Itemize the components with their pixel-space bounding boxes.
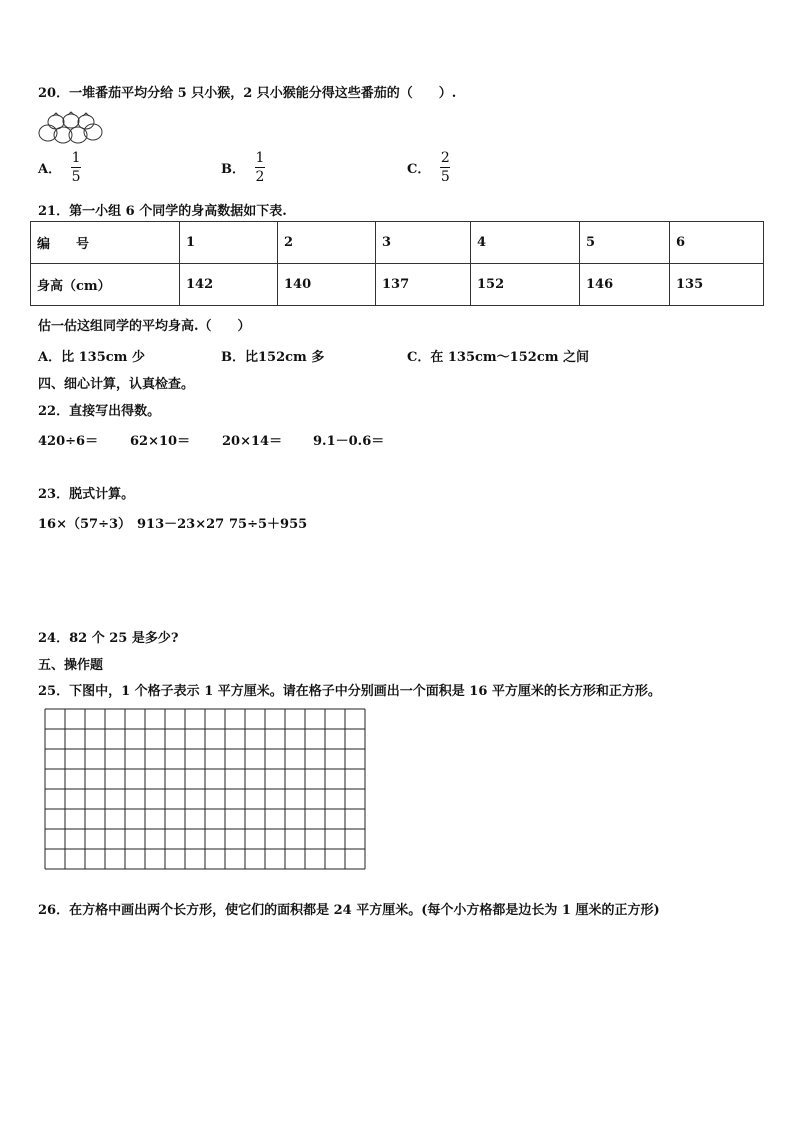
calc-item: 9.1－0.6＝: [313, 434, 385, 449]
q21-option-a[interactable]: A．比 135cm 少: [38, 350, 145, 365]
question-24: 24．82 个 25 是多少?: [38, 631, 179, 646]
question-25: 25．下图中，1 个格子表示 1 平方厘米。请在格子中分别画出一个面积是 16 平方厘米的长方形和正方形。: [38, 684, 661, 699]
fraction: $\frac{2}{5}$: [440, 150, 450, 185]
drawing-grid[interactable]: [44, 708, 370, 870]
calc-item: 913－23×27: [137, 517, 225, 532]
question-23: 23．脱式计算。: [38, 487, 135, 502]
question-21-prompt: 估一估这组同学的平均身高.（ ）: [38, 319, 251, 334]
fraction: $\frac{1}{5}$: [71, 150, 81, 185]
table-row: 身高（cm） 142 140 137 152 146 135: [31, 264, 764, 306]
height-table: [30, 221, 764, 306]
calc-item: 16×（57÷3）: [38, 517, 132, 532]
question-22: 22．直接写出得数。: [38, 404, 161, 419]
q21-option-c[interactable]: C．在 135cm～152cm 之间: [407, 350, 590, 365]
calc-item: 420÷6＝: [38, 434, 99, 449]
calc-item: 20×14＝: [222, 434, 283, 449]
q20-option-b[interactable]: B． $\frac{1}{2}$: [221, 150, 265, 185]
section-heading: 四、细心计算，认真检查。: [38, 377, 195, 392]
fraction: $\frac{1}{2}$: [255, 150, 265, 185]
question-21: 21．第一小组 6 个同学的身高数据如下表.: [38, 204, 287, 219]
q21-option-b[interactable]: B．比152cm 多: [221, 350, 325, 365]
q20-option-a[interactable]: A． $\frac{1}{5}$: [38, 150, 81, 185]
calc-item: 62×10＝: [130, 434, 191, 449]
calc-item: 75÷5＋955: [229, 517, 308, 532]
question-26: 26．在方格中画出两个长方形，使它们的面积都是 24 平方厘米。(每个小方格都是边长为 1 厘米的正方形): [38, 903, 660, 918]
question-20: 20．一堆番茄平均分给 5 只小猴，2 只小猴能分得这些番茄的（ ）.: [38, 86, 457, 101]
section-heading: 五、操作题: [38, 658, 104, 673]
tomatoes-image: [36, 109, 106, 147]
table-row: 编 号 1 2 3 4 5 6: [31, 222, 764, 264]
q20-option-c[interactable]: C． $\frac{2}{5}$: [407, 150, 450, 185]
